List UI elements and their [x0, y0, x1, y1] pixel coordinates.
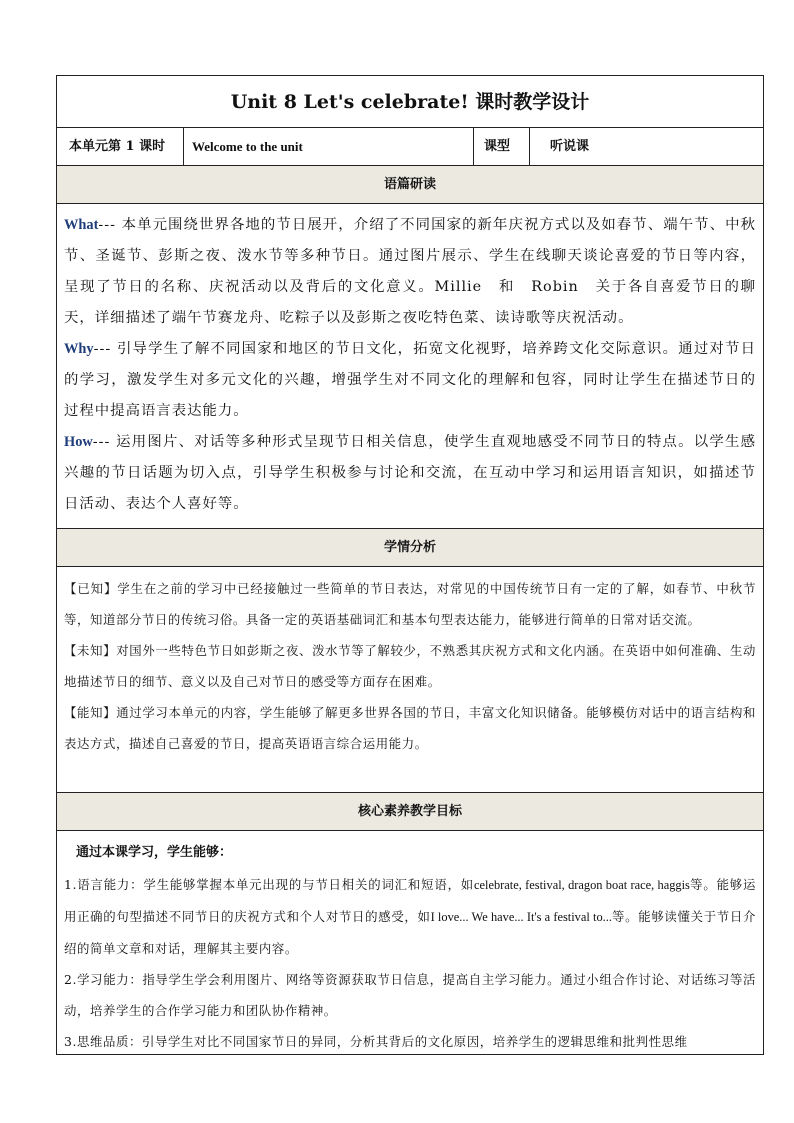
- known-paragraph: 【已知】学生在之前的学习中已经接触过一些简单的节日表达，对常见的中国传统节日有一定的了解，如春节、中秋节等，知道部分节日的传统习俗。具备一定的英语基础词汇和基本句型表达能力，能够进行简单的日常对话交流。: [64, 581, 756, 627]
- what-text: --- 本单元围绕世界各地的节日展开，介绍了不同国家的新年庆祝方式以及如春节、端午节、中秋节、圣诞节、彭斯之夜、泼水节等多种节日。通过图片展示、学生在线聊天谈论喜爱的节日等内容，呈现了节日的名称、庆祝活动以及背后的文化意义。Millie 和 Robin 关于各自喜爱节日的聊天，详细描述了端午节赛龙舟、吃粽子以及彭斯之夜吃特色菜、读诗歌等庆祝活动。: [64, 217, 756, 326]
- text-study-content: [57, 204, 763, 529]
- section-header-learner-analysis: 学情分析: [57, 529, 763, 567]
- objective-1-english-words: celebrate, festival, dragon boat race, haggis: [474, 878, 690, 892]
- objective-1-part-b: 等。能够运用正确的句型描述不同节日的庆祝方式和个人对节日的感受，如: [64, 877, 757, 924]
- how-paragraph: [64, 427, 756, 520]
- lesson-plan-table: [56, 75, 764, 1055]
- lesson-info-row: [57, 128, 763, 166]
- objectives-intro: 通过本课学习，学生能够：: [76, 845, 233, 860]
- section-header-objectives: 核心素养教学目标: [57, 793, 763, 831]
- section-header-text-study: 语篇研读: [57, 166, 763, 204]
- why-text: --- 引导学生了解不同国家和地区的节日文化，拓宽文化视野，培养跨文化交际意识。通过对节日的学习，激发学生对多元文化的兴趣，增强学生对不同文化的理解和包容，同时让学生在描述节日的过程中提高语言表达能力。: [64, 341, 756, 419]
- unknown-paragraph: 【未知】对国外一些特色节日如彭斯之夜、泼水节等了解较少，不熟悉其庆祝方式和文化内涵。在英语中如何准确、生动地描述节日的细节、意义以及自己对节日的感受等方面存在困难。: [64, 643, 756, 689]
- what-paragraph: [64, 210, 756, 334]
- what-label: What: [64, 217, 99, 233]
- lesson-number-cell: 本单元第 1 课时: [57, 128, 184, 165]
- learner-analysis-content: [57, 567, 763, 793]
- lesson-type-value: 听说课: [550, 139, 590, 154]
- objective-item-1: [64, 869, 756, 964]
- how-text: --- 运用图片、对话等多种形式呈现节日相关信息，使学生直观地感受不同节日的特点。以学生感兴趣的节日话题为切入点，引导学生积极参与讨论和交流，在互动中学习和运用语言知识，如描述节日活动、表达个人喜好等。: [64, 434, 756, 512]
- objectives-content: [57, 831, 763, 1054]
- lesson-type-label: 课型: [474, 128, 530, 165]
- how-label: How: [64, 434, 93, 450]
- objective-1-english-sentences: I love... We have... It's a festival to...: [430, 910, 612, 924]
- lesson-topic-cell: Welcome to the unit: [184, 128, 474, 165]
- document-title: Unit 8 Let's celebrate! 课时教学设计: [57, 76, 763, 128]
- why-label: Why: [64, 341, 94, 357]
- objective-1-part-a: 1.语言能力：学生能够掌握本单元出现的与节日相关的词汇和短语，如: [64, 877, 475, 892]
- objective-item-3: 3.思维品质：引导学生对比不同国家节日的异同，分析其背后的文化原因，培养学生的逻辑思维和批判性思维: [64, 1034, 688, 1049]
- objective-item-2: 2.学习能力：指导学生学会利用图片、网络等资源获取节日信息，提高自主学习能力。通过小组合作讨论、对话练习等活动，培养学生的合作学习能力和团队协作精神。: [64, 972, 756, 1018]
- why-paragraph: [64, 334, 756, 427]
- objective-1-part-c: 等。能够读懂关于节日介绍的简单文章和对话，理解其主要内容。: [64, 909, 756, 956]
- capable-paragraph: 【能知】通过学习本单元的内容，学生能够了解更多世界各国的节日，丰富文化知识储备。能够模仿对话中的语言结构和表达方式，描述自己喜爱的节日，提高英语语言综合运用能力。: [64, 705, 756, 751]
